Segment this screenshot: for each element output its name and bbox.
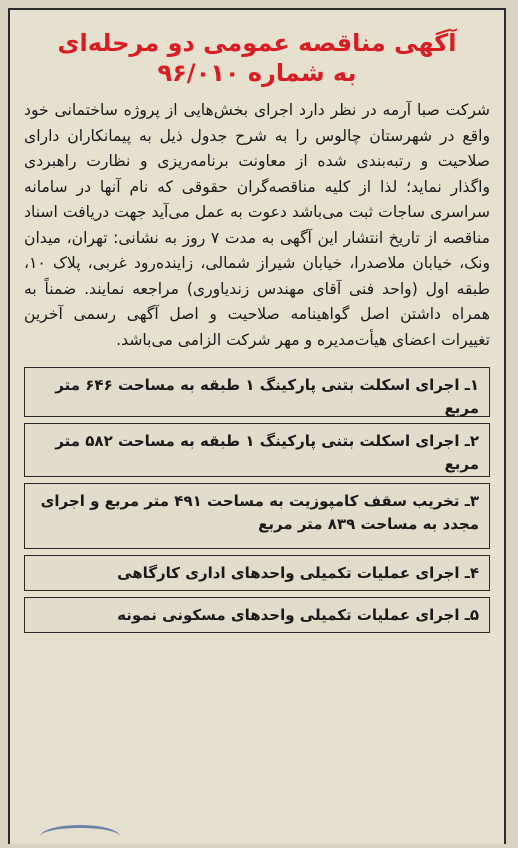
work-item: ۱ـ اجرای اسکلت بتنی پارکینگ ۱ طبقه به مساحت ۶۴۶ متر مربع: [24, 367, 490, 417]
work-item: ۲ـ اجرای اسکلت بتنی پارکینگ ۱ طبقه به مساحت ۵۸۲ متر مربع: [24, 423, 490, 477]
title-line-1: آگهی مناقصه عمومی دو مرحله‌ای: [57, 29, 457, 57]
tender-notice: [8, 8, 506, 844]
notice-body: [24, 98, 490, 353]
work-item: ۵ـ اجرای عملیات تکمیلی واحدهای مسکونی نمونه: [24, 597, 490, 633]
notice-title: [10, 28, 504, 88]
ink-mark: [40, 825, 120, 848]
work-item: ۳ـ تخریب سقف کامپوزیت به مساحت ۴۹۱ متر مربع و اجرای مجدد به مساحت ۸۳۹ متر مربع: [24, 483, 490, 549]
work-item: ۴ـ اجرای عملیات تکمیلی واحدهای اداری کارگاهی: [24, 555, 490, 591]
title-line-2: به شماره ۹۶/۰۱۰: [157, 59, 357, 87]
work-items-list: [24, 367, 490, 633]
notice-body-paragraph: شرکت صبا آرمه در نظر دارد اجرای بخش‌هایی از پروژه ساختمانی خود واقع در شهرستان چالوس را به شرح جدول ذیل به پیمانکاران دارای صلاحیت و رتبه‌بندی شده از معاونت برنامه‌ریزی و نظارت راهبردی واگذار نماید؛ لذا از کلیه مناقصه‌گران حقوقی که نام آنها در سامانه سراسری ساجات ثبت می‌باشد دعوت به عمل می‌آید جهت دریافت اسناد مناقصه از تاریخ انتشار این آگهی به مدت ۷ روز به نشانی: تهران، میدان ونک، خیابان ملاصدرا، خیابان شیراز شمالی، زاینده‌رود غربی، پلاک ۱۰، طبقه اول (واحد فنی آقای مهندس زندیاوری) مراجعه نمایند. ضمناً به همراه داشتن اصل گواهینامه صلاحیت و اصل آگهی رسمی آخرین تغییرات اعضای هیأت‌مدیره و مهر شرکت الزامی می‌باشد.: [24, 101, 490, 349]
